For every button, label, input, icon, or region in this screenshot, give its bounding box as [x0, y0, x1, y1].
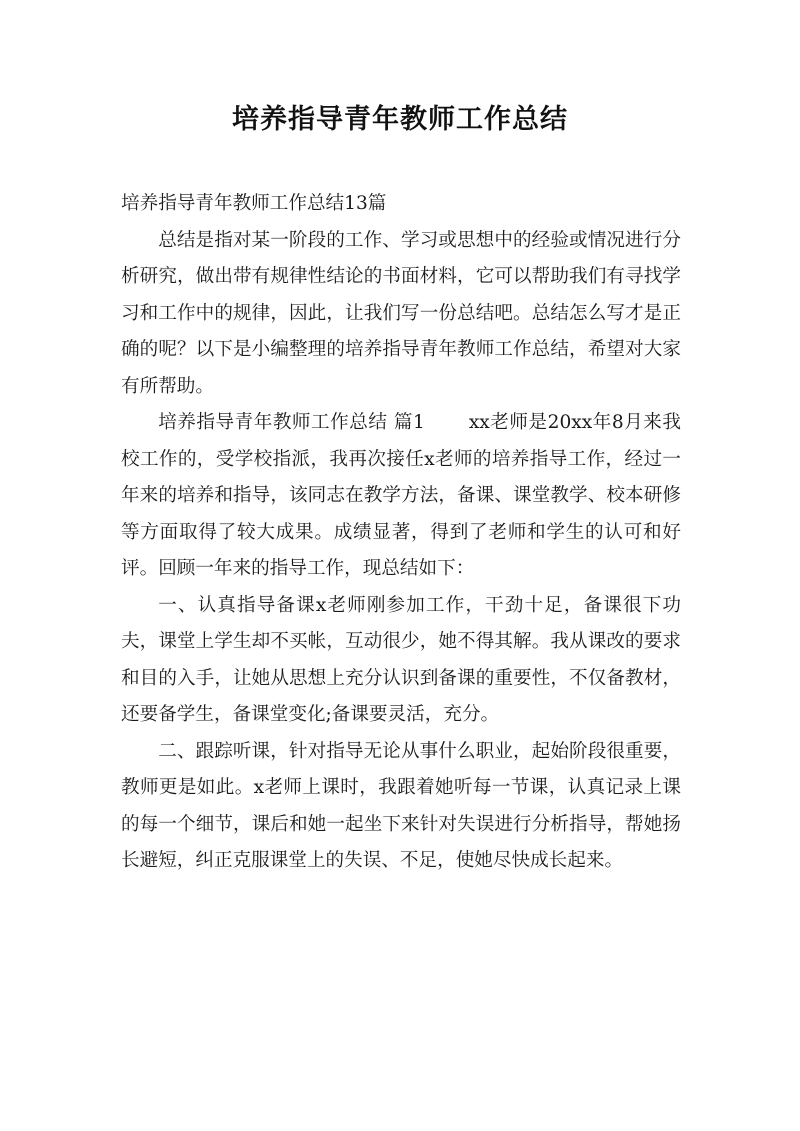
- document-subtitle: 培养指导青年教师工作总结13篇: [121, 193, 387, 214]
- document-body: [121, 186, 681, 880]
- document-title: 培养指导青年教师工作总结: [232, 104, 568, 135]
- section-1-heading: 培养指导青年教师工作总结 篇1: [158, 412, 425, 433]
- point-2-paragraph: 二、跟踪听课，针对指导无论从事什么职业，起始阶段很重要，教师更是如此。x老师上课时，我跟着她听每一节课，认真记录上课的每一个细节，课后和她一起坐下来针对失误进行分析指导，帮她扬长避短，纠正克服课堂上的失误、不足，使她尽快成长起来。: [121, 740, 681, 871]
- section-1-body: xx老师是20xx年8月来我校工作的，受学校指派，我再次接任x老师的培养指导工作，经过一年来的培养和指导，该同志在教学方法，备课、课堂教学、校本研修等方面取得了较大成果。成绩显著，得到了老师和学生的认可和好评。回顾一年来的指导工作，现总结如下：: [121, 412, 682, 579]
- section-1-paragraph: [121, 405, 681, 588]
- intro-paragraph: 总结是指对某一阶段的工作、学习或思想中的经验或情况进行分析研究，做出带有规律性结论的书面材料，它可以帮助我们有寻找学习和工作中的规律，因此，让我们写一份总结吧。总结怎么写才是正确的呢？以下是小编整理的培养指导青年教师工作总结，希望对大家有所帮助。: [121, 229, 681, 397]
- point-1-paragraph: 一、认真指导备课x老师刚参加工作，干劲十足，备课很下功夫，课堂上学生却不买帐，互动很少，她不得其解。我从课改的要求和目的入手，让她从思想上充分认识到备课的重要性，不仅备教材，还要备学生，备课堂变化;备课要灵活，充分。: [121, 594, 681, 725]
